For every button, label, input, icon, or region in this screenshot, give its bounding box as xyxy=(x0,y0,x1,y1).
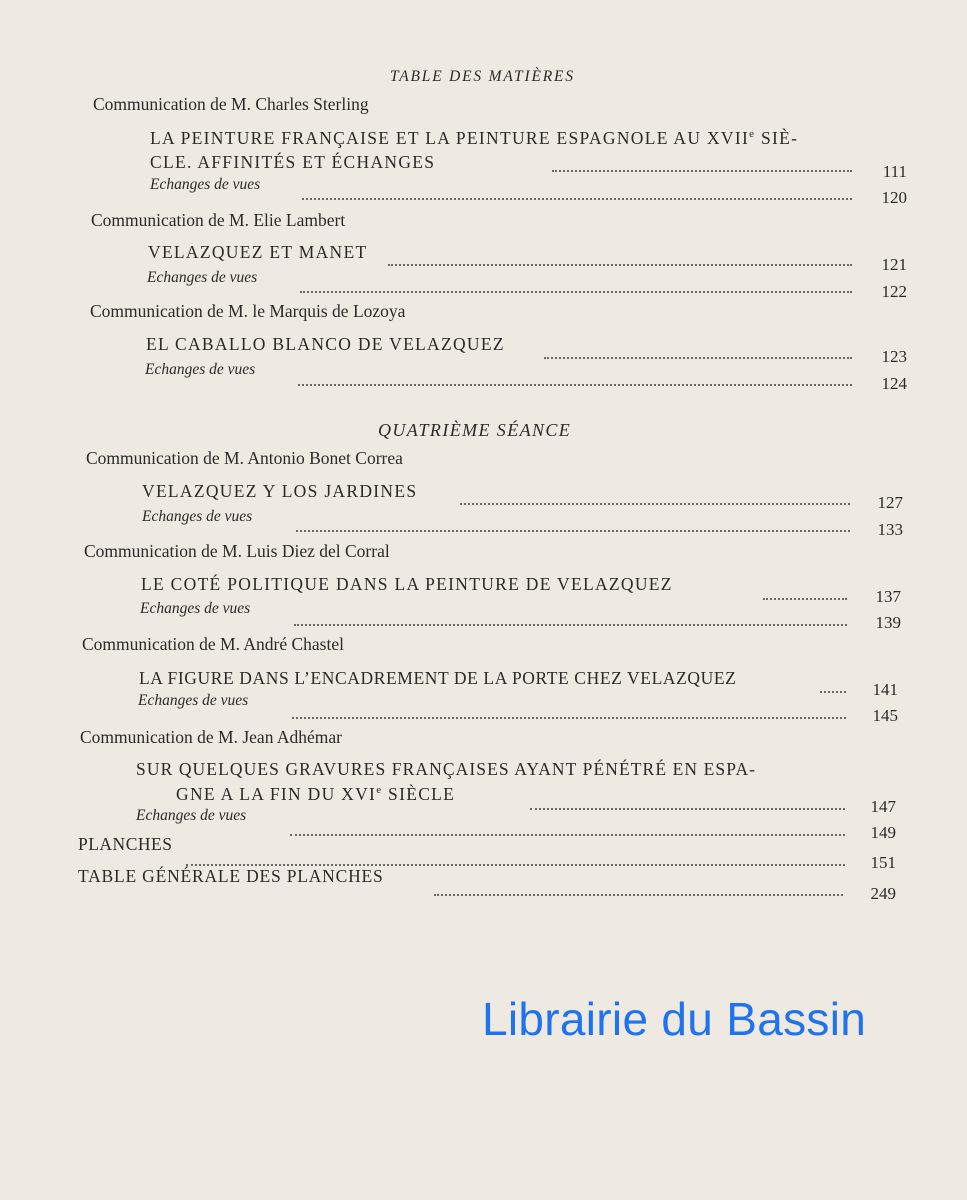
dot-leader xyxy=(434,894,843,896)
title-sterling-line2: CLE. AFFINITÉS ET ÉCHANGES xyxy=(150,152,436,172)
planches-label: PLANCHES xyxy=(78,834,173,854)
title-lambert: VELAZQUEZ ET MANET xyxy=(148,242,368,262)
dot-leader xyxy=(296,530,850,532)
page-number: 139 xyxy=(875,613,901,632)
dot-leader xyxy=(292,717,846,719)
communication-lambert: Communication de M. Elie Lambert xyxy=(91,210,346,230)
page-number: 145 xyxy=(872,706,898,725)
dot-leader xyxy=(290,834,845,836)
page-number: 127 xyxy=(877,493,903,512)
exchanges-chastel: Echanges de vues xyxy=(138,692,249,709)
title-lozoya: EL CABALLO BLANCO DE VELAZQUEZ xyxy=(146,334,505,354)
page-number: 137 xyxy=(875,587,901,606)
page-number: 147 xyxy=(870,797,896,816)
page-number: 141 xyxy=(872,680,898,699)
dot-leader xyxy=(763,598,847,600)
title-sterling-line1: LA PEINTURE FRANÇAISE ET LA PEINTURE ESPAGNOLE AU XVIIe SIÈ- xyxy=(150,128,799,148)
watermark-text: Librairie du Bassin xyxy=(482,993,867,1045)
page-header: TABLE DES MATIÈRES xyxy=(390,68,575,85)
exchanges-diez: Echanges de vues xyxy=(140,600,251,617)
page-number: 124 xyxy=(881,374,907,393)
title-adhemar-line2: GNE A LA FIN DU XVIe SIÈCLE xyxy=(176,784,456,804)
page-number: 149 xyxy=(870,823,896,842)
exchanges-sterling: Echanges de vues xyxy=(150,176,261,193)
page-number: 123 xyxy=(881,347,907,366)
page-number: 111 xyxy=(882,162,907,181)
dot-leader xyxy=(530,808,845,810)
exchanges-lambert: Echanges de vues xyxy=(147,269,258,286)
communication-bonet: Communication de M. Antonio Bonet Correa xyxy=(86,448,403,468)
communication-chastel: Communication de M. André Chastel xyxy=(82,634,344,654)
dot-leader xyxy=(460,503,850,505)
dot-leader xyxy=(302,198,852,200)
page-number: 151 xyxy=(870,853,896,872)
dot-leader xyxy=(298,384,852,386)
exchanges-lozoya: Echanges de vues xyxy=(145,361,256,378)
dot-leader xyxy=(388,264,852,266)
communication-sterling: Communication de M. Charles Sterling xyxy=(93,94,369,114)
dot-leader xyxy=(544,357,852,359)
table-generale-label: TABLE GÉNÉRALE DES PLANCHES xyxy=(78,866,384,886)
dot-leader xyxy=(552,170,852,172)
dot-leader xyxy=(820,691,846,693)
communication-diez: Communication de M. Luis Diez del Corral xyxy=(84,541,390,561)
exchanges-bonet: Echanges de vues xyxy=(142,508,253,525)
section-heading: QUATRIÈME SÉANCE xyxy=(378,420,572,440)
dot-leader xyxy=(300,291,852,293)
page-number: 133 xyxy=(877,520,903,539)
title-adhemar-line1: SUR QUELQUES GRAVURES FRANÇAISES AYANT PÉNÉTRÉ EN ESPA- xyxy=(136,759,757,779)
page-number: 122 xyxy=(881,282,907,301)
dot-leader xyxy=(294,624,847,626)
page-number: 120 xyxy=(881,188,907,207)
title-chastel: LA FIGURE DANS L’ENCADREMENT DE LA PORTE CHEZ VELAZQUEZ xyxy=(139,668,737,688)
exchanges-adhemar: Echanges de vues xyxy=(136,807,247,824)
title-bonet: VELAZQUEZ Y LOS JARDINES xyxy=(142,481,418,501)
page-number: 249 xyxy=(870,884,896,903)
communication-lozoya: Communication de M. le Marquis de Lozoya xyxy=(90,301,406,321)
title-diez: LE COTÉ POLITIQUE DANS LA PEINTURE DE VELAZQUEZ xyxy=(141,574,673,594)
communication-adhemar: Communication de M. Jean Adhémar xyxy=(80,727,342,747)
page-number: 121 xyxy=(881,255,907,274)
